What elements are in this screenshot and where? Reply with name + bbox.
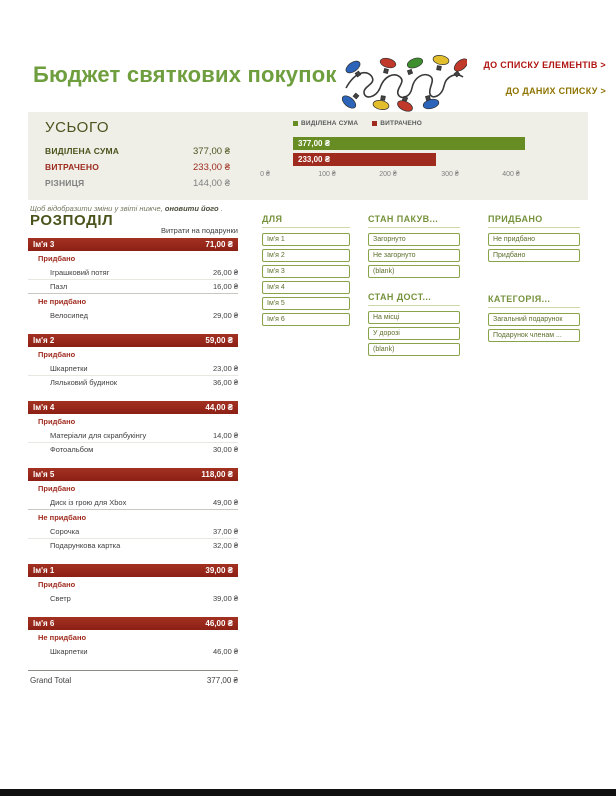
gift-item-value: 39,00 ₴	[212, 593, 238, 603]
slicer-item-button[interactable]: Ім'я 1	[262, 233, 350, 246]
gift-item-value: 46,00 ₴	[212, 646, 238, 656]
pivot-group-header[interactable]	[28, 468, 238, 481]
slicer-header: СТАН ПАКУВ...	[368, 214, 460, 228]
gift-item-row	[28, 495, 238, 509]
gift-item-name: Ляльковий будинок	[50, 378, 118, 387]
header-nav	[483, 60, 606, 112]
status-section-label: Придбано	[38, 417, 76, 426]
slicer-header: КАТЕГОРІЯ...	[488, 294, 580, 308]
status-section-label: Придбано	[38, 350, 76, 359]
status-section-label: Придбано	[38, 484, 76, 493]
slicer-item-button[interactable]: Подарунок членам ...	[488, 329, 580, 342]
pivot-group-name: Ім'я 1	[33, 566, 55, 575]
slicer-panel	[368, 292, 460, 356]
slicer-item-button[interactable]: Ім'я 4	[262, 281, 350, 294]
gift-item-row	[28, 524, 238, 538]
refresh-note-text: Щоб відобразити зміни у звіті нижче,	[30, 204, 165, 213]
gift-item-name: Шкарпетки	[50, 363, 88, 373]
summary-row-value: 233,00 ₴	[193, 161, 230, 173]
column-header: Витрати на подарунки	[161, 226, 238, 235]
refresh-note-suffix: .	[218, 204, 223, 213]
slicer-column-1	[262, 214, 350, 329]
pivot-group	[28, 564, 238, 605]
gift-item-name: Фотоальбом	[50, 445, 94, 454]
gift-item-name: Сорочка	[50, 526, 80, 536]
legend-swatch-icon	[372, 121, 377, 126]
status-section-label: Не придбано	[28, 509, 238, 524]
summary-row-value: 377,00 ₴	[193, 145, 230, 157]
pivot-group-header[interactable]	[28, 401, 238, 414]
summary-row	[45, 175, 230, 191]
gift-item-row	[28, 308, 238, 322]
pivot-group-total: 118,00 ₴	[201, 470, 233, 479]
slicer-column-2	[368, 214, 460, 359]
chart-legend	[293, 117, 575, 129]
status-section-label: Придбано	[38, 580, 76, 589]
slicer-item-button[interactable]: (blank)	[368, 265, 460, 278]
pivot-group	[28, 334, 238, 389]
gift-item-value: 36,00 ₴	[212, 378, 238, 387]
slicer-item-button[interactable]: Ім'я 6	[262, 313, 350, 326]
pivot-group-name: Ім'я 2	[33, 336, 55, 345]
gift-item-row	[28, 375, 238, 389]
pivot-group-total: 44,00 ₴	[205, 403, 233, 412]
gift-item-value: 16,00 ₴	[212, 282, 238, 291]
axis-tick-label: 200 ₴	[379, 171, 397, 178]
legend-item	[293, 120, 358, 127]
slicer-item-button[interactable]: Не загорнуто	[368, 249, 460, 262]
pivot-groups	[28, 238, 238, 658]
summary-rows	[45, 143, 230, 191]
pivot-group-header[interactable]	[28, 564, 238, 577]
gift-item-value: 37,00 ₴	[212, 526, 238, 536]
gift-item-name: Матеріали для скрапбукінгу	[50, 430, 147, 440]
slicer-item-button[interactable]: На місці	[368, 311, 460, 324]
distribution-table	[28, 226, 238, 685]
gift-item-row	[28, 265, 238, 279]
pivot-group	[28, 617, 238, 658]
grand-total-value: 377,00 ₴	[206, 676, 238, 685]
pivot-group-header[interactable]	[28, 617, 238, 630]
pivot-group-name: Ім'я 5	[33, 470, 55, 479]
pivot-group-total: 59,00 ₴	[205, 336, 233, 345]
gift-item-name: Диск із грою для Xbox	[50, 497, 127, 507]
page-title: Бюджет святкових покупок	[33, 62, 337, 87]
chart-bar	[293, 153, 436, 166]
gift-item-value: 14,00 ₴	[212, 430, 238, 440]
status-section-label: Не придбано	[38, 633, 87, 642]
status-section-label: Придбано	[38, 254, 76, 263]
summary-row-value: 144,00 ₴	[193, 177, 230, 189]
slicer-header: ПРИДБАНО	[488, 214, 580, 228]
slicer-item-button[interactable]: Ім'я 3	[262, 265, 350, 278]
pivot-group-header[interactable]	[28, 334, 238, 347]
summary-row-label: ВИДІЛЕНА СУМА	[45, 146, 120, 156]
pivot-group-total: 39,00 ₴	[205, 566, 233, 575]
gift-item-name: Велосипед	[50, 310, 88, 320]
summary-heading: УСЬОГО	[45, 119, 110, 136]
gift-item-value: 32,00 ₴	[212, 541, 238, 550]
gift-item-row	[28, 591, 238, 605]
grand-total-row	[28, 670, 238, 685]
slicer-item-button[interactable]: Загорнуто	[368, 233, 460, 246]
legend-label: ВИТРАЧЕНО	[380, 119, 423, 127]
axis-tick-label: 300 ₴	[441, 171, 459, 178]
status-section-label: Не придбано	[28, 293, 238, 308]
slicer-column-3	[488, 214, 580, 345]
gift-item-row	[28, 538, 238, 552]
gift-item-name: Светр	[50, 593, 71, 603]
gift-item-name: Подарункова картка	[50, 541, 121, 550]
refresh-note-bold: оновити його	[164, 204, 219, 213]
distribution-heading: РОЗПОДІЛ	[30, 212, 114, 229]
budget-bar-chart	[260, 117, 575, 183]
summary-row	[45, 143, 230, 159]
grand-total-label: Grand Total	[30, 676, 72, 685]
summary-row-label: РІЗНИЦЯ	[45, 178, 85, 188]
pivot-group	[28, 401, 238, 456]
slicer-panel	[488, 214, 580, 262]
gift-item-row	[28, 361, 238, 375]
summary-panel	[28, 112, 588, 200]
gift-item-value: 49,00 ₴	[212, 497, 238, 507]
chart-x-axis	[260, 171, 575, 183]
gift-item-value: 30,00 ₴	[212, 445, 238, 454]
axis-tick-label: 400 ₴	[502, 171, 520, 178]
slicer-item-button[interactable]: (blank)	[368, 343, 460, 356]
axis-tick-label: 0 ₴	[260, 171, 270, 178]
slicer-item-button[interactable]: Не придбано	[488, 233, 580, 246]
gift-item-row	[28, 279, 238, 293]
slicer-item-button[interactable]: У дорозі	[368, 327, 460, 340]
slicer-header: ДЛЯ	[262, 214, 350, 228]
gift-item-name: Пазл	[50, 282, 68, 291]
slicer-item-button[interactable]: Ім'я 2	[262, 249, 350, 262]
slicer-header: СТАН ДОСТ...	[368, 292, 460, 306]
pivot-group-name: Ім'я 6	[33, 619, 55, 628]
legend-swatch-icon	[293, 121, 298, 126]
pivot-group-total: 71,00 ₴	[205, 240, 233, 249]
bottom-edge-bar	[0, 789, 616, 796]
pivot-group-total: 46,00 ₴	[205, 619, 233, 628]
gift-item-name: Шкарпетки	[50, 646, 88, 656]
gift-item-name: Іграшковий потяг	[50, 267, 110, 277]
gift-item-row	[28, 428, 238, 442]
chart-bar-data-label: 377,00 ₴	[298, 139, 331, 148]
slicer-item-button[interactable]: Загальний подарунок	[488, 313, 580, 326]
chart-plot	[293, 137, 539, 166]
gift-item-row	[28, 442, 238, 456]
link-to-list-data[interactable]: ДО ДАНИХ СПИСКУ >	[505, 86, 606, 96]
gift-item-value: 26,00 ₴	[212, 267, 238, 277]
gift-item-value: 23,00 ₴	[212, 363, 238, 373]
slicer-panel	[368, 214, 460, 278]
pivot-group-name: Ім'я 4	[33, 403, 55, 412]
chart-bar	[293, 137, 525, 150]
legend-label: ВИДІЛЕНА СУМА	[301, 119, 359, 127]
gift-item-value: 29,00 ₴	[212, 310, 238, 320]
holiday-lights-icon	[342, 50, 467, 112]
summary-row	[45, 159, 230, 175]
slicer-panel	[488, 294, 580, 342]
chart-bar-data-label: 233,00 ₴	[298, 155, 331, 164]
slicer-item-button[interactable]: Ім'я 5	[262, 297, 350, 310]
axis-tick-label: 100 ₴	[318, 171, 336, 178]
legend-item	[372, 120, 422, 127]
link-to-items-list[interactable]: ДО СПИСКУ ЕЛЕМЕНТІВ >	[483, 60, 606, 70]
pivot-group-header[interactable]	[28, 238, 238, 251]
summary-row-label: ВИТРАЧЕНО	[45, 162, 100, 172]
pivot-group	[28, 238, 238, 322]
pivot-group	[28, 468, 238, 552]
pivot-group-name: Ім'я 3	[33, 240, 55, 249]
slicer-panel	[262, 214, 350, 326]
gift-item-row	[28, 644, 238, 658]
slicer-item-button[interactable]: Придбано	[488, 249, 580, 262]
